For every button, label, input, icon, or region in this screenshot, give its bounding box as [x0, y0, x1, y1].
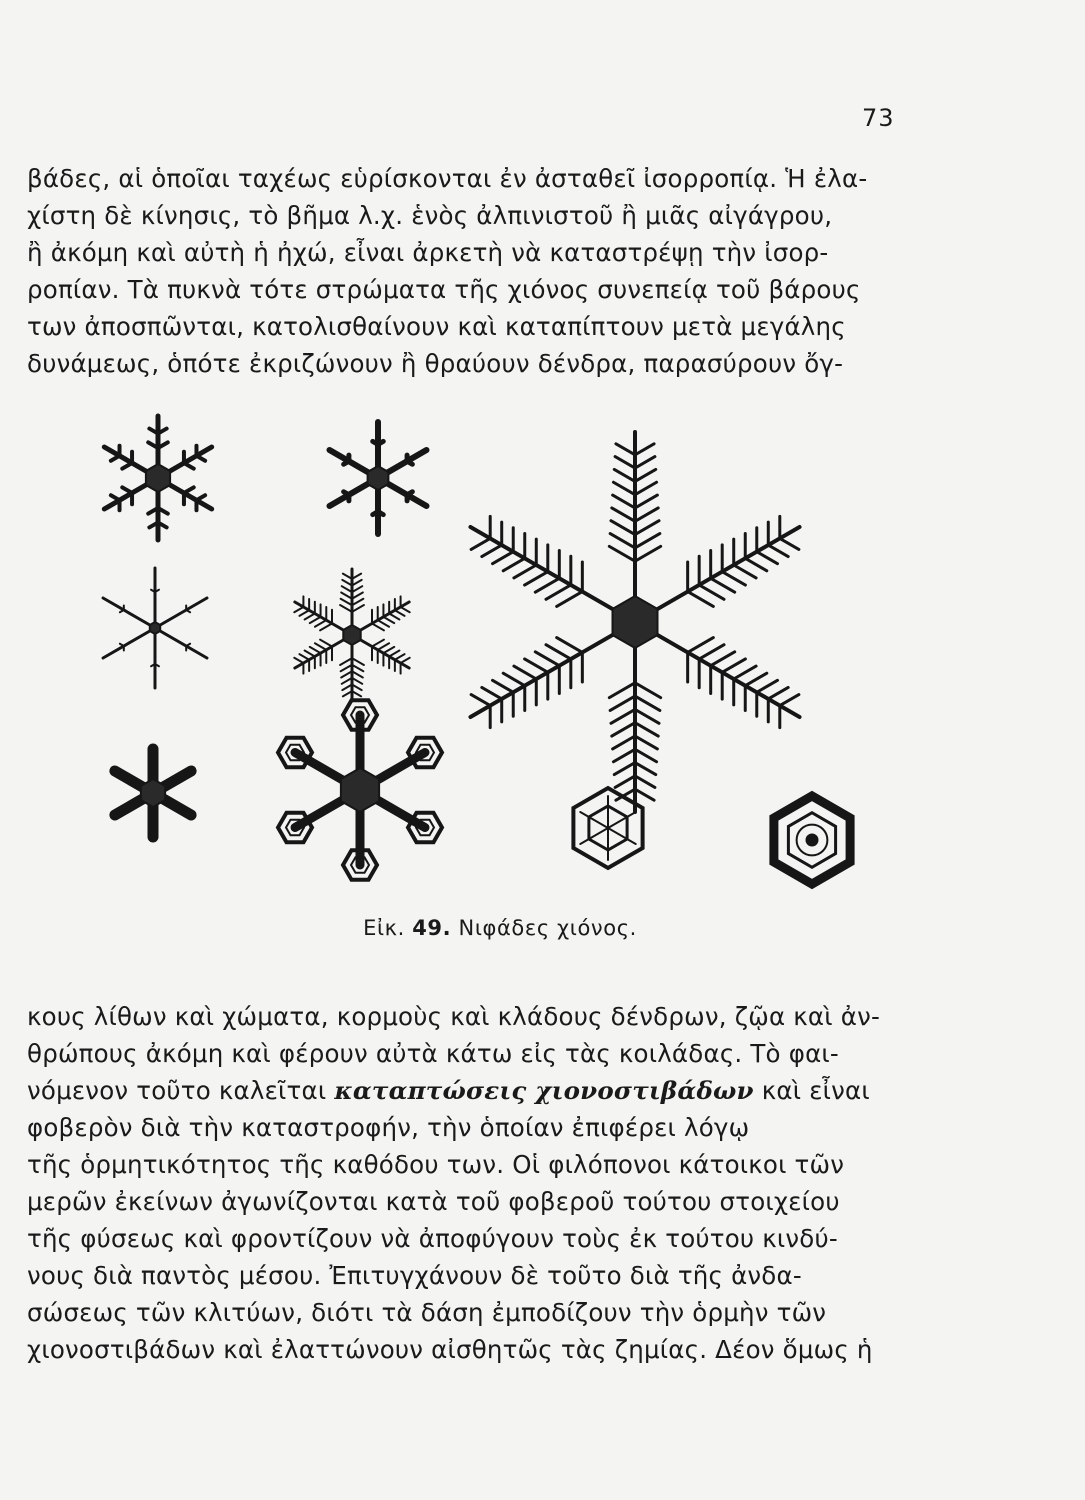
caption-number: 49. [412, 916, 452, 940]
text-line: μερῶν ἐκείνων ἀγωνίζονται κατὰ τοῦ φοβεροῦ τούτου στοιχείου [27, 1187, 840, 1216]
fern-snowflake [294, 569, 409, 701]
capped-plate-snowflake [115, 749, 191, 837]
large-dendrite-snowflake [470, 432, 799, 812]
caption-title: Νιφάδες χιόνος. [458, 916, 637, 940]
text-fragment: καὶ εἶναι [753, 1076, 870, 1105]
text-line: δυνάμεως, ὁπότε ἐκριζώνουν ἢ θραύουν δένδρα, παρασύρουν ὄγ- [27, 349, 844, 378]
emphasized-term: καταπτώσεις χιονοστιβάδων [334, 1076, 754, 1105]
text-line: τῆς ὁρμητικότητος τῆς καθόδου των. Οἱ φιλόπονοι κάτοικοι τῶν [27, 1150, 845, 1179]
text-line: χίστη δὲ κίνησις, τὸ βῆμα λ.χ. ἑνὸς ἀλπινιστοῦ ἢ μιᾶς αἰγάγρου, [27, 201, 833, 230]
text-line: τῆς φύσεως καὶ φροντίζουν νὰ ἀποφύγουν τοὺς ἐκ τούτου κινδύ- [27, 1224, 838, 1253]
text-line: σώσεως τῶν κλιτύων, διότι τὰ δάση ἐμποδίζουν τὴν ὁρμὴν τῶν [27, 1298, 827, 1327]
text-top [27, 160, 927, 382]
text-line: χιονοστιβάδων καὶ ἐλαττώνουν αἰσθητῶς τὰς ζημίας. Δέον ὅμως ἡ [27, 1335, 873, 1364]
caption-label: Εἰκ. [363, 916, 405, 940]
text-fragment: νόμενον τοῦτο καλεῖται [27, 1076, 335, 1105]
page-number: 73 [862, 104, 895, 132]
hexagonal-plate-snowflake [774, 796, 850, 884]
text-line: ροπίαν. Τὰ πυκνὰ τότε στρώματα τῆς χιόνος συνεπείᾳ τοῦ βάρους [27, 275, 861, 304]
stellar-snowflake [104, 416, 211, 540]
text-line: βάδες, αἱ ὁποῖαι ταχέως εὑρίσκονται ἐν ἀσταθεῖ ἰσορροπίᾳ. Ἡ ἐλα- [27, 164, 868, 193]
plate-arm-snowflake [278, 700, 442, 879]
text-bottom [27, 998, 927, 1368]
figure-caption [0, 916, 1000, 940]
thin-star-snowflake [103, 568, 207, 688]
snowflake-figure [80, 410, 940, 905]
text-line: θρώπους ἀκόμη καὶ φέρουν αὐτὰ κάτω εἰς τὰς κοιλάδας. Τὸ φαι- [27, 1039, 839, 1068]
spiked-snowflake [330, 422, 427, 534]
text-line: φοβερὸν διὰ τὴν καταστροφήν, τὴν ὁποίαν ἐπιφέρει λόγῳ [27, 1113, 750, 1142]
text-line: των ἀποσπῶνται, κατολισθαίνουν καὶ καταπίπτουν μετὰ μεγάλης [27, 312, 846, 341]
text-line: κους λίθων καὶ χώματα, κορμοὺς καὶ κλάδους δένδρων, ζῷα καὶ ἀν- [27, 1002, 881, 1031]
sectored-plate-snowflake [573, 788, 642, 868]
text-line [27, 1072, 927, 1109]
text-line: ἢ ἀκόμη καὶ αὐτὴ ἡ ἠχώ, εἶναι ἀρκετὴ νὰ καταστρέψῃ τὴν ἰσορ- [27, 238, 829, 267]
text-line: νους διὰ παντὸς μέσου. Ἐπιτυγχάνουν δὲ τοῦτο διὰ τῆς ἀνδα- [27, 1261, 802, 1290]
